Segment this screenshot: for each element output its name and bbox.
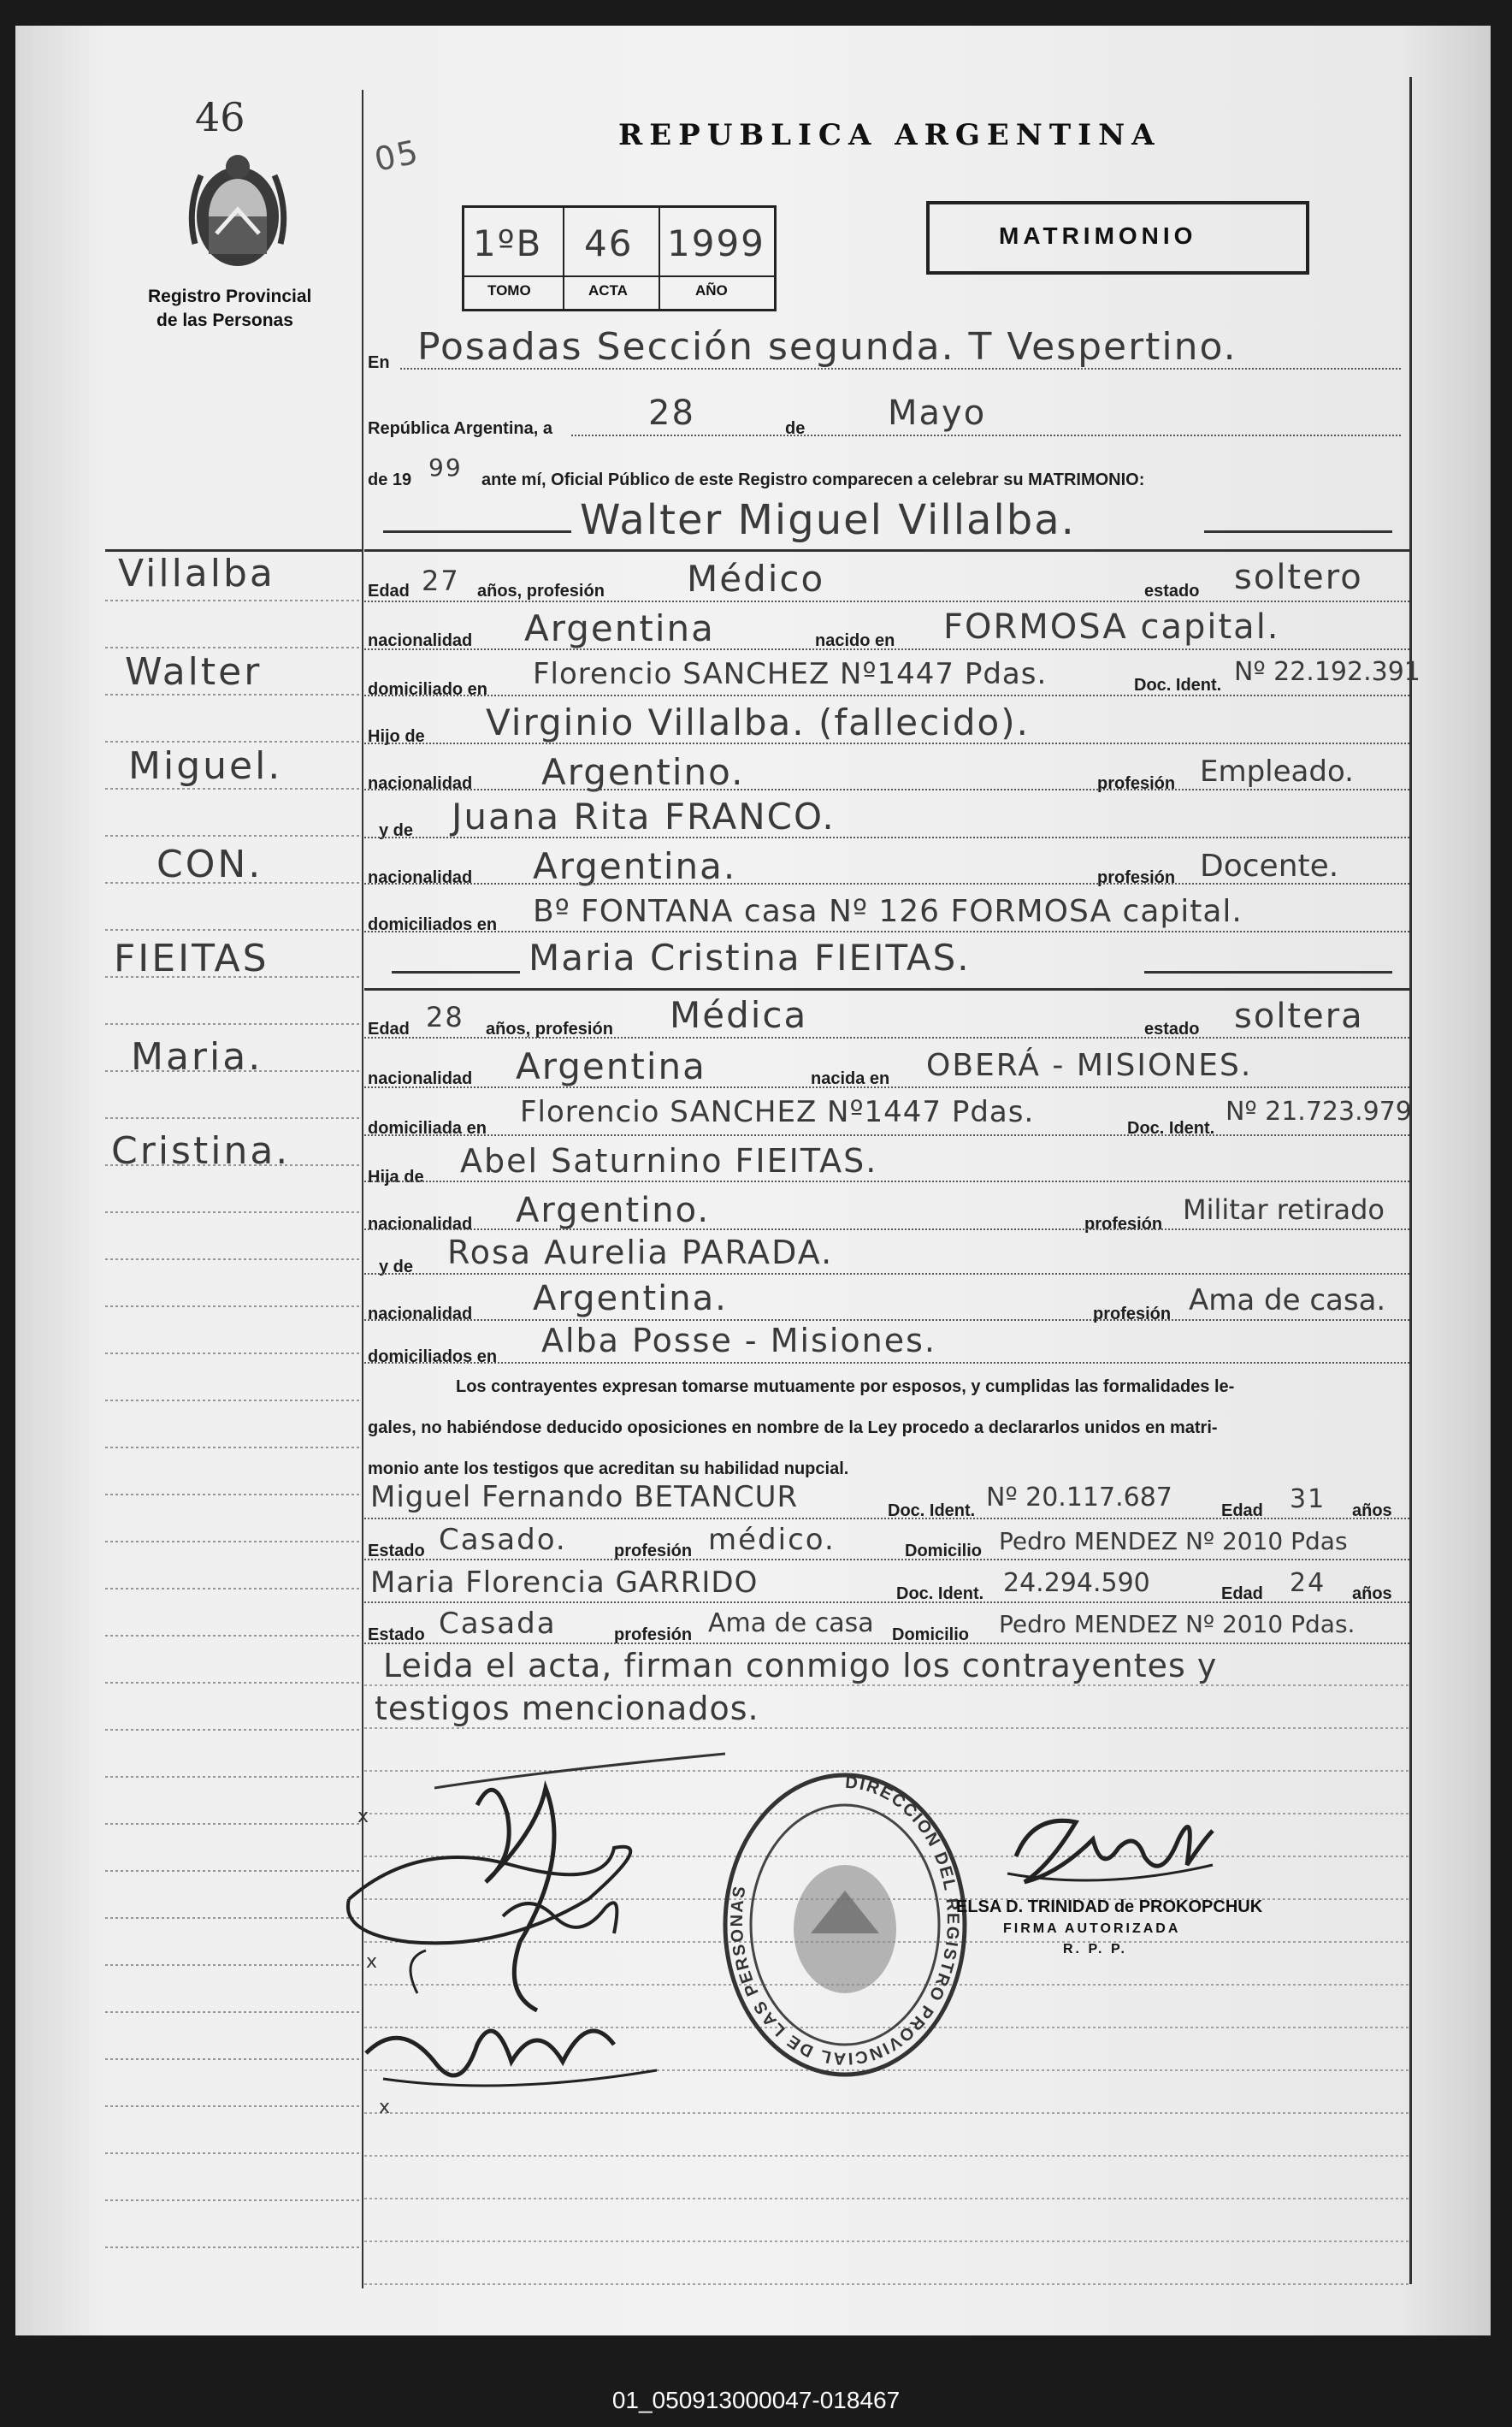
en-label: En <box>368 353 390 372</box>
groom-mother-yde-label: y de <box>379 821 414 840</box>
witness2-edad-label: Edad <box>1221 1584 1263 1603</box>
dotted-line <box>364 837 1409 838</box>
witness1-address: Pedro MENDEZ Nº 2010 Pdas <box>999 1527 1348 1555</box>
registry-seal <box>717 1762 973 2087</box>
record-box-divider-1 <box>563 205 564 309</box>
groom-father-nationality: Argentino. <box>541 751 745 793</box>
witness1-name: Miguel Fernando BETANCUR <box>370 1480 799 1514</box>
groom-civil-status: soltero <box>1234 558 1363 597</box>
groom-nationality: Argentina <box>524 607 715 649</box>
groom-address: Florencio SANCHEZ Nº1447 Pdas. <box>533 657 1048 691</box>
registry-name-line2: de las Personas <box>157 311 293 330</box>
bride-name-underline-right <box>1144 971 1392 974</box>
day-value: 28 <box>648 394 695 433</box>
witness2-profesion-label: profesión <box>614 1625 693 1644</box>
groom-nacionalidad-label: nacionalidad <box>368 631 473 650</box>
dotted-line <box>364 1362 1409 1364</box>
witness1-edad-label: Edad <box>1221 1501 1263 1520</box>
acta-value: 46 <box>584 222 634 264</box>
dotted-line <box>364 695 1409 696</box>
registry-name-line1: Registro Provincial <box>148 287 312 306</box>
contracting-party-signatures <box>332 1737 759 2147</box>
bride-mother: Rosa Aurelia PARADA. <box>447 1234 834 1271</box>
bride-estado-label: estado <box>1144 1020 1200 1039</box>
witness2-name: Maria Florencia GARRIDO <box>370 1566 759 1600</box>
groom-estado-label: estado <box>1144 582 1200 601</box>
bride-mother-nationality: Argentina. <box>533 1279 728 1318</box>
name-underline-right <box>1204 530 1392 533</box>
left-middle-name-groom: Miguel. <box>128 744 283 788</box>
witness2-domicilio-label: Domicilio <box>892 1625 970 1644</box>
declaration-line1: Los contrayentes expresan tomarse mutuamente por esposos, y cumplidas las formalidades le- <box>456 1377 1235 1396</box>
bride-born-in: OBERÁ - MISIONES. <box>926 1048 1253 1083</box>
groom-anos-profesion-label: años, profesión <box>477 582 605 601</box>
act-type-label: MATRIMONIO <box>999 222 1197 249</box>
groom-section-rule <box>364 549 1409 552</box>
bride-civil-status: soltera <box>1234 997 1364 1036</box>
dotted-line <box>364 1181 1409 1182</box>
bride-section-rule <box>364 988 1409 991</box>
bride-nationality: Argentina <box>516 1045 706 1087</box>
record-box-divider-2 <box>659 205 660 309</box>
bride-name-underline-left <box>392 971 520 974</box>
dotted-line <box>364 648 1409 650</box>
closing-line2: testigos mencionados. <box>375 1690 759 1727</box>
left-first-name-bride: Maria. <box>131 1035 263 1079</box>
groom-nacido-label: nacido en <box>815 631 895 650</box>
left-first-name-groom: Walter <box>125 650 263 694</box>
dotted-line <box>364 601 1409 602</box>
record-box-divider-h <box>462 275 774 277</box>
witness2-estado-label: Estado <box>368 1625 425 1644</box>
left-surname-bride: FIEITAS <box>114 937 269 980</box>
bride-mother-profession: Ama de casa. <box>1189 1283 1386 1317</box>
dotted-line <box>571 435 1401 436</box>
dotted-line <box>364 1086 1409 1088</box>
register-sheet <box>15 26 1491 2335</box>
groom-father-profesion-label: profesión <box>1097 774 1176 793</box>
witness1-anos-label: años <box>1352 1501 1392 1520</box>
dotted-line <box>364 743 1409 744</box>
groom-mother: Juana Rita FRANCO. <box>452 796 836 838</box>
groom-age: 27 <box>422 565 460 597</box>
groom-parents-domiciliados-label: domiciliados en <box>368 915 498 934</box>
left-middle-name-bride: Cristina. <box>111 1129 291 1173</box>
witness2-age: 24 <box>1290 1568 1326 1598</box>
bride-father: Abel Saturnino FIEITAS. <box>460 1142 878 1180</box>
witness2-status: Casada <box>439 1607 557 1641</box>
declaration-line2: gales, no habiéndose deducido oposiciones en nombre de la Ley procedo a declararlos unidos en matri- <box>368 1418 1218 1437</box>
witness1-age: 31 <box>1290 1484 1326 1514</box>
dotted-line <box>364 1273 1409 1275</box>
bride-anos-profesion-label: años, profesión <box>486 1020 613 1039</box>
ano-value: 1999 <box>667 222 765 264</box>
bride-domiciliada-label: domiciliada en <box>368 1119 487 1138</box>
groom-doc: Nº 22.192.391 <box>1234 657 1420 687</box>
witness1-profession: médico. <box>708 1523 836 1557</box>
groom-full-name: Walter Miguel Villalba. <box>580 496 1076 544</box>
tomo-label: TOMO <box>487 282 531 299</box>
witness2-anos-label: años <box>1352 1584 1392 1603</box>
witness1-estado-label: Estado <box>368 1542 425 1560</box>
left-connector: CON. <box>157 843 263 886</box>
appear-text: ante mí, Oficial Público de este Registro comparecen a celebrar su MATRIMONIO: <box>481 471 1145 489</box>
groom-born-in: FORMOSA capital. <box>943 607 1280 647</box>
year-suffix: 99 <box>428 453 463 482</box>
groom-father: Virginio Villalba. (fallecido). <box>486 701 1030 743</box>
groom-edad-label: Edad <box>368 582 410 601</box>
dotted-line <box>364 1601 1409 1603</box>
dotted-line <box>364 1228 1409 1230</box>
groom-mother-profesion-label: profesión <box>1097 868 1176 887</box>
tomo-value: 1ºB <box>473 222 543 264</box>
coat-of-arms-icon <box>182 150 293 278</box>
republica-label: República Argentina, a <box>368 419 552 438</box>
groom-parents-address: Bº FONTANA casa Nº 126 FORMOSA capital. <box>533 894 1243 929</box>
bride-mother-profesion-label: profesión <box>1093 1305 1172 1323</box>
place-value: Posadas Sección segunda. T Vespertino. <box>417 325 1237 369</box>
groom-mother-nacionalidad-label: nacionalidad <box>368 868 473 887</box>
svg-text:x: x <box>357 1806 369 1827</box>
year-prefix: de 19 <box>368 471 412 489</box>
dotted-line <box>364 789 1409 790</box>
groom-profession: Médico <box>687 558 825 600</box>
witness2-address: Pedro MENDEZ Nº 2010 Pdas. <box>999 1610 1355 1638</box>
bride-father-nacionalidad-label: nacionalidad <box>368 1215 473 1234</box>
bride-edad-label: Edad <box>368 1020 410 1039</box>
de-label: de <box>785 419 806 438</box>
dotted-line <box>364 1319 1409 1321</box>
witness2-profession: Ama de casa <box>708 1608 874 1638</box>
svg-text:x: x <box>379 2097 391 2118</box>
svg-text:x: x <box>366 1951 378 1973</box>
groom-domiciliado-label: domiciliado en <box>368 680 488 699</box>
groom-father-profession: Empleado. <box>1200 755 1354 789</box>
bride-father-profession: Militar retirado <box>1183 1193 1385 1226</box>
page-number: 46 <box>195 94 245 140</box>
dotted-line <box>364 1559 1409 1560</box>
bride-nacionalidad-label: nacionalidad <box>368 1069 473 1088</box>
month-value: Mayo <box>888 394 987 433</box>
bride-nacida-label: nacida en <box>811 1069 890 1088</box>
bride-doc-label: Doc. Ident. <box>1127 1119 1215 1138</box>
acta-label: ACTA <box>588 282 628 299</box>
bride-father-profesion-label: profesión <box>1084 1215 1163 1234</box>
stamp-mark: 05 <box>370 133 423 179</box>
dotted-line <box>400 368 1401 370</box>
bride-parents-address: Alba Posse - Misiones. <box>541 1322 936 1359</box>
country-heading: REPUBLICA ARGENTINA <box>618 118 1161 152</box>
closing-line1: Leida el acta, firman conmigo los contrayentes y <box>383 1647 1218 1684</box>
witness2-doc-label: Doc. Ident. <box>896 1584 984 1603</box>
bride-doc: Nº 21.723.979 <box>1226 1097 1412 1127</box>
witness1-doc-label: Doc. Ident. <box>888 1501 976 1520</box>
witness1-doc: Nº 20.117.687 <box>986 1483 1172 1512</box>
bride-mother-yde-label: y de <box>379 1258 414 1276</box>
bride-hija-label: Hija de <box>368 1168 424 1187</box>
bride-mother-nacionalidad-label: nacionalidad <box>368 1305 473 1323</box>
bride-profession: Médica <box>670 994 808 1036</box>
groom-father-nacionalidad-label: nacionalidad <box>368 774 473 793</box>
witness1-status: Casado. <box>439 1523 567 1557</box>
bride-full-name: Maria Cristina FIEITAS. <box>529 937 971 979</box>
dotted-line <box>364 1518 1409 1519</box>
official-name: ELSA D. TRINIDAD de PROKOPCHUK <box>956 1897 1263 1916</box>
groom-hijo-label: Hijo de <box>368 727 425 746</box>
bride-address: Florencio SANCHEZ Nº1447 Pdas. <box>520 1095 1035 1129</box>
witness1-profesion-label: profesión <box>614 1542 693 1560</box>
groom-mother-profession: Docente. <box>1200 849 1339 884</box>
bride-father-nationality: Argentino. <box>516 1191 711 1230</box>
official-signature <box>999 1788 1221 1908</box>
official-org: R. P. P. <box>1063 1942 1127 1956</box>
witness2-doc: 24.294.590 <box>1003 1568 1150 1598</box>
name-underline-left <box>383 530 571 533</box>
witness1-domicilio-label: Domicilio <box>905 1542 983 1560</box>
dotted-line <box>364 1643 1409 1644</box>
bride-age: 28 <box>426 1001 464 1033</box>
official-title: FIRMA AUTORIZADA <box>1003 1921 1181 1936</box>
dotted-line <box>364 1134 1409 1136</box>
declaration-line3: monio ante los testigos que acreditan su habilidad nupcial. <box>368 1459 849 1478</box>
seal-text: DIRECCIÓN DEL REGISTRO PROVINCIAL DE LAS PERSONAS <box>727 1773 962 2069</box>
dotted-line <box>364 883 1409 885</box>
groom-doc-label: Doc. Ident. <box>1134 676 1222 695</box>
ano-label: AÑO <box>695 282 728 299</box>
dotted-line <box>364 931 1409 932</box>
groom-mother-nationality: Argentina. <box>533 845 737 887</box>
bride-parents-domiciliados-label: domiciliados en <box>368 1347 498 1366</box>
left-surname-groom: Villalba <box>118 552 275 595</box>
document-id-footer: 01_050913000047-018467 <box>611 2387 901 2413</box>
dotted-line <box>364 1037 1409 1039</box>
